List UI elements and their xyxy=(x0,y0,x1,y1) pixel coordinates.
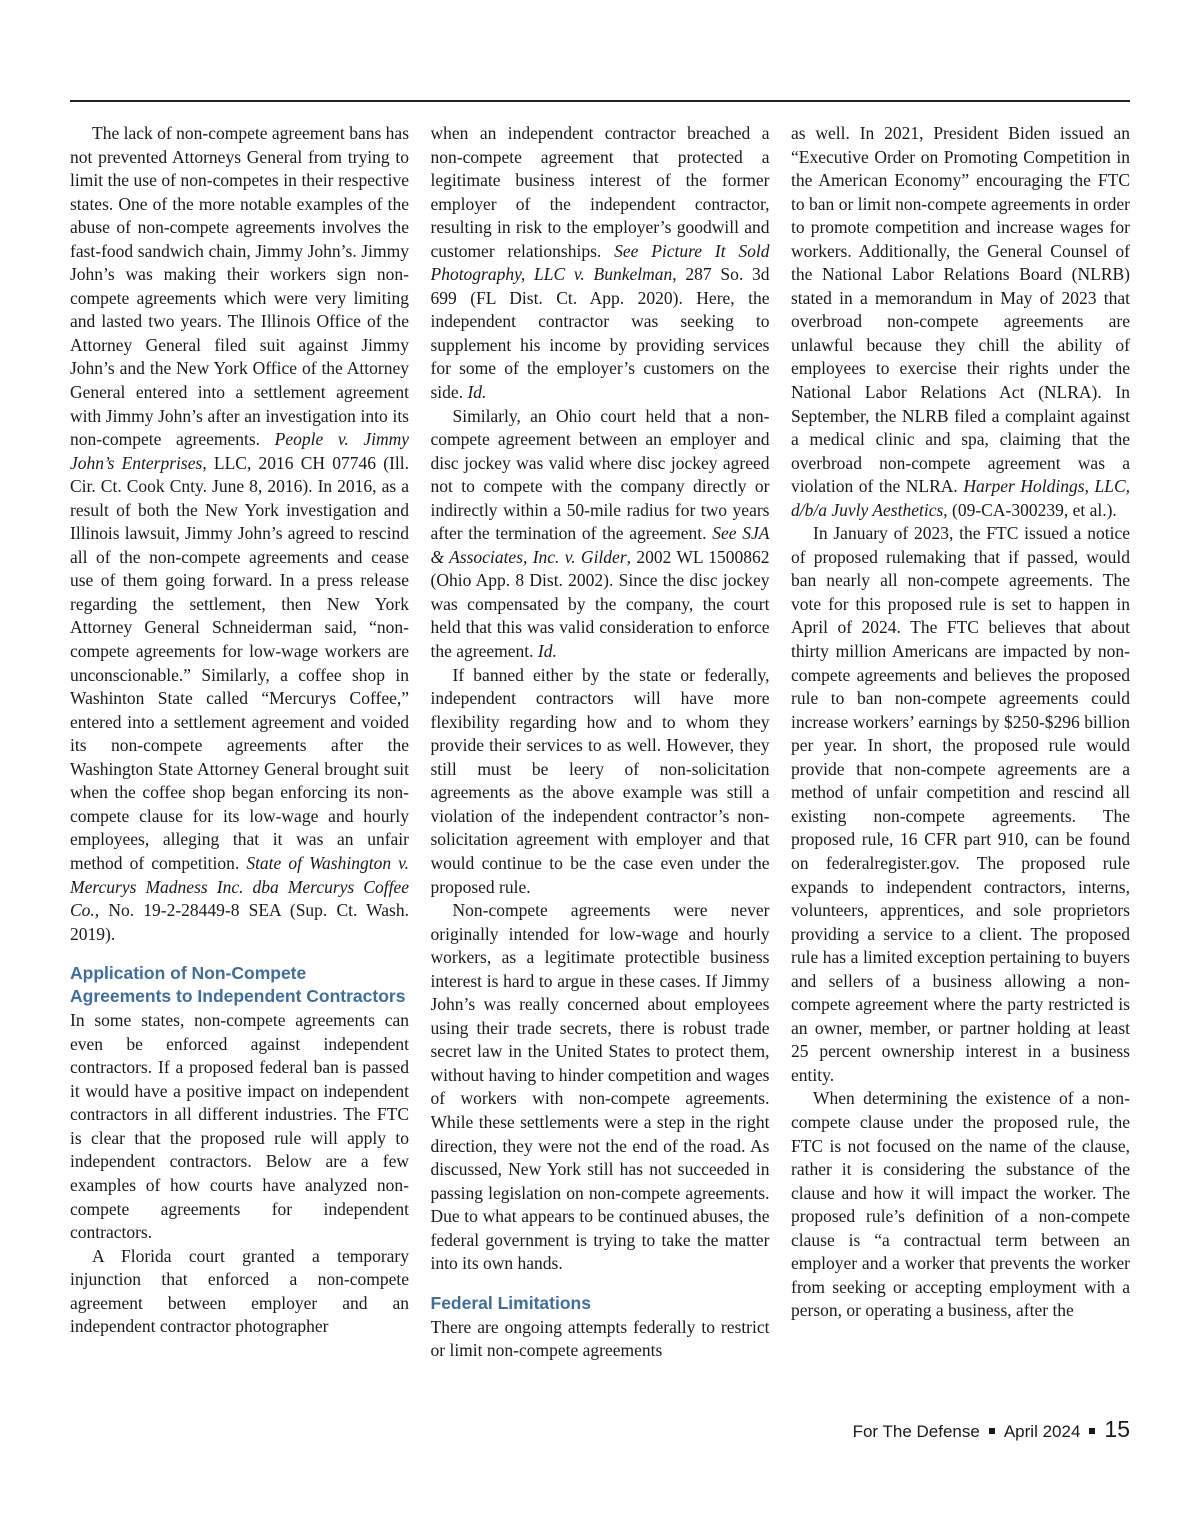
paragraph-florida-court: A Florida court granted a temporary injunction that enforced a non-compete agreement between employer and an independent contractor photographer xyxy=(70,1245,409,1337)
case-citation: Harper Holdings, LLC, d/b/a Juvly Aesthetics xyxy=(791,476,1130,520)
article-columns xyxy=(70,122,1130,1442)
case-citation: People v. Jimmy John’s Enterprises xyxy=(70,429,409,473)
case-citation: See Picture It Sold Photography, LLC v. Bunkelman xyxy=(430,240,770,285)
paragraph-independent-contractors: In some states, non-compete agreements can even be enforced against independent contractors. If a proposed federal ban is passed it would have a positive impact on independent contractors in all different industries. The FTC is clear that the proposed rule will apply to independent contractors. Below are a few examples of how courts have analyzed non-compete agreements for independent contractors. xyxy=(70,1010,409,1243)
section-heading-federal-limitations: Federal Limitations xyxy=(430,1292,591,1313)
paragraph-ftc-rulemaking: In January of 2023, the FTC issued a notice of proposed rulemaking that if passed, would ban nearly all non-compete agreements. The vote for this proposed rule is set to happen in April of 2024. The FTC believes that about thirty million Americans are impacted by non-compete agreements and believes the proposed rule to ban non-compete agreements could increase workers’ earnings by $250-$296 billion per year. In short, the proposed rule would provide that non-compete agreements are a method of unfair competition and rescind all existing non-compete agreements. The proposed rule, 16 CFR part 910, can be found on federalregister.gov. The proposed rule expands to independent contractors, interns, volunteers, apprentices, and sole proprietors providing a service to a client. The proposed rule has a limited exception pertaining to buyers and sellers of a business allowing a non-compete agreement where the party restricted is an owner, member, or partner holding at least 25 percent ownership interest in a business entity. xyxy=(791,523,1130,1085)
paragraph-if-banned: If banned either by the state or federally, independent contractors will have more flexibility regarding how and to whom they provide their services to as well. However, they still must be leery of non-solicitation agreements as the above example was still a violation of the independent contractor’s non-solicitation agreement with employer and that would continue to be the case even under the proposed rule. xyxy=(430,664,770,897)
column-middle xyxy=(431,122,770,1442)
id-citation: Id. xyxy=(537,641,557,662)
paragraph-non-compete-definition: When determining the existence of a non-compete clause under the proposed rule, the FTC is not focused on the name of the clause, rather it is considering the substance of the clause and how it will impact the worker. The proposed rule’s definition of a non-compete clause is “a contractual term between an employer and a worker that prevents the worker from seeking or accepting employment with a person, or operating a business, after the xyxy=(791,1088,1130,1321)
header-rule xyxy=(70,100,1130,102)
section-heading-independent-contractors: Application of Non-Compete Agreements to Independent Contractors xyxy=(70,963,406,1007)
paragraph-attorneys-general: The lack of non-compete agreement bans has not prevented Attorneys General from trying to limit the use of non-competes in their respective states. One of the more notable examples of the abuse of non-compete agreements involves the fast-food sandwich chain, Jimmy John’s. Jimmy John’s was making their workers sign non-compete agreements which were very limiting and lasted two years. The Illinois Office of the Attorney General filed suit against Jimmy John’s and the New York Office of the Attorney General entered into a settlement agreement with Jimmy John’s after an investigation into its non-compete agreements. People v. Jimmy John’s Enterprises, LLC, 2016 CH 07746 (Ill. Cir. Ct. Cook Cnty. June 8, 2016). In 2016, as a result of both the New York investigation and Illinois lawsuit, Jimmy John’s agreed to rescind all of the non-compete agreements and cease use of them going forward. In a press release regarding the settlement, then New York Attorney General Schneiderman said, “non-compete agreements for low-wage workers are unconscionable.” Similarly, a coffee shop in Washinton State called “Mercurys Coffee,” entered into a settlement agreement and voided its non-compete agreements after the Washington State Attorney General brought suit when the coffee shop began enforcing its non-compete clause for its low-wage and hourly employees, alleging that it was an unfair method of competition. State of Washington v. Mercurys Madness Inc. dba Mercurys Coffee Co., No. 19-2-28449-8 SEA (Sup. Ct. Wash. 2019). xyxy=(70,123,409,944)
paragraph-ohio-court: Similarly, an Ohio court held that a non-compete agreement between an employer and disc jockey was valid where disc jockey agreed not to compete with the company directly or indirectly within a 50-mile radius for two years after the termination of the agreement. See SJA & Associates, Inc. v. Gilder, 2002 WL 1500862 (Ohio App. 8 Dist. 2002). Since the disc jockey was compensated by the company, the court held that this was valid consideration to enforce the agreement. Id. xyxy=(430,405,770,662)
paragraph-photographer-case: when an independent contractor breached a non-compete agreement that protected a legitimate business interest of the former employer of the independent contractor, resulting in risk to the employer’s goodwill and customer relationships. See Picture It Sold Photography, LLC v. Bunkelman, 287 So. 3d 699 (FL Dist. Ct. App. 2020). Here, the independent contractor was seeking to supplement his income by providing services for some of the employer’s customers on the side. Id. xyxy=(430,123,770,403)
paragraph-never-intended: Non-compete agreements were never originally intended for low-wage and hourly workers, as a legitimate protectible business interest is hard to argue in these cases. If Jimmy John’s was really concerned about employees using their trade secrets, there is robust trade secret law in the United States to protect them, without having to hinder competition and wages of workers with non-compete agreements. While these settlements were a step in the right direction, they were not the end of the road. As discussed, New York still has not succeeded in passing legislation on non-compete agreements. Due to what appears to be continued abuses, the federal government is trying to take the matter into its own hands. xyxy=(430,900,770,1274)
issue-date: April 2024 xyxy=(1003,1422,1081,1441)
case-citation: State of Washington v. Mercurys Madness Inc. dba Mercurys Coffee Co., xyxy=(70,852,409,921)
case-citation: See SJA & Associates, Inc. v. Gilder xyxy=(430,523,770,567)
paragraph-federal-attempts: There are ongoing attempts federally to restrict or limit non-compete agreements xyxy=(430,1316,770,1361)
bullet-separator-icon xyxy=(989,1428,995,1434)
bullet-separator-icon xyxy=(1089,1428,1095,1434)
publication-name: For The Defense xyxy=(852,1422,980,1441)
id-citation: Id. xyxy=(467,382,487,403)
page-footer xyxy=(853,1416,1130,1443)
column-right xyxy=(791,122,1130,1442)
paragraph-executive-order: as well. In 2021, President Biden issued an “Executive Order on Promoting Competition in the American Economy” encouraging the FTC to ban or limit non-compete agreements in order to promote competition and increase wages for workers. Additionally, the General Counsel of the National Labor Relations Board (NLRB) stated in a memorandum in May of 2023 that overbroad non-compete agreements are unlawful because they chill the ability of employees to exercise their rights under the National Labor Relations Act (NLRA). In September, the NLRB filed a complaint against a medical clinic and spa, claiming that the overbroad non-compete agreement was a violation of the NLRA. Harper Holdings, LLC, d/b/a Juvly Aesthetics, (09-CA-300239, et al.). xyxy=(791,123,1130,520)
page-number: 15 xyxy=(1104,1416,1130,1442)
column-left xyxy=(70,122,409,1442)
